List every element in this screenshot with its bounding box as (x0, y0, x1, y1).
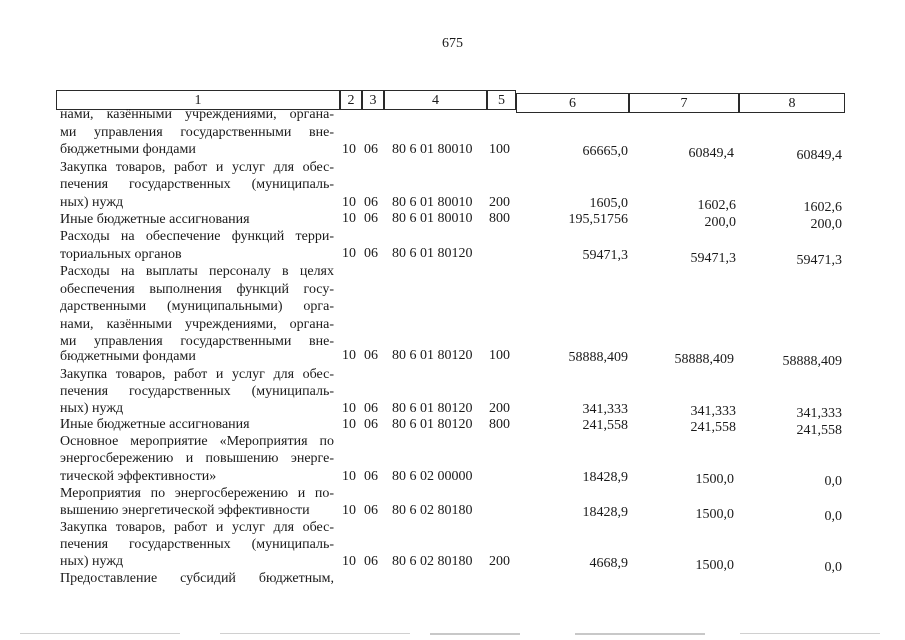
header-col-7: 7 (629, 93, 739, 113)
cell-col-7: 241,558 (690, 420, 736, 435)
cell-col-6: 1605,0 (589, 196, 628, 211)
cell-col-6: 195,51756 (568, 212, 628, 227)
desc-line: Закупка товаров, работ и услуг для обес- (60, 367, 334, 382)
desc-line: дарственными (муниципальными) орга- (60, 299, 334, 314)
cell-col-2: 10 (342, 246, 356, 261)
desc-line: ных) нужд (60, 554, 124, 569)
cell-col-3: 06 (364, 417, 378, 432)
cell-col-7: 58888,409 (674, 352, 734, 367)
desc-line: Предоставление субсидий бюджетным, (60, 571, 334, 586)
cell-col-3: 06 (364, 503, 378, 518)
cell-col-4: 80 6 01 80120 (392, 246, 473, 261)
cell-col-8: 341,333 (796, 406, 842, 421)
cell-col-4: 80 6 01 80010 (392, 211, 473, 226)
cell-col-2: 10 (342, 469, 356, 484)
cell-col-7: 1500,0 (695, 507, 734, 522)
scan-noise (430, 633, 520, 635)
cell-col-4: 80 6 01 80010 (392, 195, 473, 210)
cell-col-3: 06 (364, 554, 378, 569)
desc-line: ных) нужд (60, 401, 124, 416)
header-col-8: 8 (739, 93, 845, 113)
cell-col-8: 0,0 (824, 560, 842, 575)
cell-col-3: 06 (364, 195, 378, 210)
desc-line: нами, казёнными учреждениями, органа- (60, 107, 334, 122)
cell-col-5: 100 (489, 142, 510, 157)
header-col-1: 1 (56, 90, 340, 110)
cell-col-6: 18428,9 (582, 505, 628, 520)
cell-col-6: 341,333 (582, 402, 628, 417)
desc-line: ториальных органов (60, 247, 182, 262)
cell-col-7: 341,333 (690, 404, 736, 419)
cell-col-8: 200,0 (810, 217, 842, 232)
cell-col-3: 06 (364, 348, 378, 363)
desc-line: бюджетными фондами (60, 142, 196, 157)
desc-line: энергосбережению и повышению энерге- (60, 451, 334, 466)
header-col-4: 4 (384, 90, 487, 110)
scan-noise (20, 633, 180, 634)
cell-col-6: 241,558 (582, 418, 628, 433)
desc-line: Иные бюджетные ассигнования (60, 212, 250, 227)
cell-col-8: 60849,4 (796, 148, 842, 163)
cell-col-2: 10 (342, 401, 356, 416)
cell-col-8: 59471,3 (796, 253, 842, 268)
cell-col-4: 80 6 01 80120 (392, 417, 473, 432)
desc-line: Иные бюджетные ассигнования (60, 417, 250, 432)
page-number: 675 (442, 36, 463, 51)
desc-line: печения государственных (муниципаль- (60, 384, 334, 399)
cell-col-7: 1602,6 (697, 198, 736, 213)
desc-line: Закупка товаров, работ и услуг для обес- (60, 160, 334, 175)
cell-col-2: 10 (342, 142, 356, 157)
cell-col-7: 1500,0 (695, 558, 734, 573)
cell-col-4: 80 6 01 80120 (392, 401, 473, 416)
desc-line: Основное мероприятие «Мероприятия по (60, 434, 334, 449)
cell-col-7: 200,0 (704, 215, 736, 230)
cell-col-4: 80 6 02 80180 (392, 503, 473, 518)
cell-col-3: 06 (364, 246, 378, 261)
cell-col-6: 58888,409 (568, 350, 628, 365)
scan-noise (220, 633, 410, 634)
cell-col-3: 06 (364, 469, 378, 484)
cell-col-2: 10 (342, 503, 356, 518)
cell-col-2: 10 (342, 348, 356, 363)
desc-line: Закупка товаров, работ и услуг для обес- (60, 520, 334, 535)
cell-col-4: 80 6 01 80120 (392, 348, 473, 363)
cell-col-3: 06 (364, 401, 378, 416)
cell-col-7: 60849,4 (688, 146, 734, 161)
desc-line: ных) нужд (60, 195, 124, 210)
desc-line: ми управления государственными вне- (60, 334, 334, 349)
desc-line: печения государственных (муниципаль- (60, 537, 334, 552)
cell-col-8: 0,0 (824, 474, 842, 489)
cell-col-8: 58888,409 (782, 354, 842, 369)
cell-col-2: 10 (342, 417, 356, 432)
cell-col-5: 100 (489, 348, 510, 363)
cell-col-7: 59471,3 (690, 251, 736, 266)
cell-col-3: 06 (364, 142, 378, 157)
scan-noise (575, 633, 705, 635)
header-col-2: 2 (340, 90, 362, 110)
desc-line: ми управления государственными вне- (60, 125, 334, 140)
cell-col-8: 241,558 (796, 423, 842, 438)
desc-line: бюджетными фондами (60, 349, 196, 364)
cell-col-5: 800 (489, 417, 510, 432)
cell-col-6: 4668,9 (589, 556, 628, 571)
cell-col-6: 18428,9 (582, 470, 628, 485)
cell-col-6: 59471,3 (582, 248, 628, 263)
desc-line: Расходы на выплаты персоналу в целях (60, 264, 334, 279)
cell-col-5: 800 (489, 211, 510, 226)
cell-col-4: 80 6 01 80010 (392, 142, 473, 157)
desc-line: печения государственных (муниципаль- (60, 177, 334, 192)
cell-col-2: 10 (342, 211, 356, 226)
cell-col-7: 1500,0 (695, 472, 734, 487)
desc-line: обеспечения выполнения функций госу- (60, 282, 334, 297)
cell-col-5: 200 (489, 401, 510, 416)
cell-col-8: 0,0 (824, 509, 842, 524)
header-col-6: 6 (516, 93, 629, 113)
cell-col-6: 66665,0 (582, 144, 628, 159)
header-col-3: 3 (362, 90, 384, 110)
scan-noise (740, 633, 880, 634)
cell-col-4: 80 6 02 00000 (392, 469, 473, 484)
desc-line: нами, казёнными учреждениями, органа- (60, 317, 334, 332)
cell-col-8: 1602,6 (803, 200, 842, 215)
desc-line: вышению энергетической эффективности (60, 503, 310, 518)
desc-line: тической эффективности» (60, 469, 217, 484)
cell-col-2: 10 (342, 554, 356, 569)
cell-col-4: 80 6 02 80180 (392, 554, 473, 569)
desc-line: Расходы на обеспечение функций терри- (60, 229, 334, 244)
cell-col-2: 10 (342, 195, 356, 210)
desc-line: Мероприятия по энергосбережению и по- (60, 486, 334, 501)
cell-col-5: 200 (489, 195, 510, 210)
cell-col-3: 06 (364, 211, 378, 226)
cell-col-5: 200 (489, 554, 510, 569)
header-col-5: 5 (487, 90, 516, 110)
